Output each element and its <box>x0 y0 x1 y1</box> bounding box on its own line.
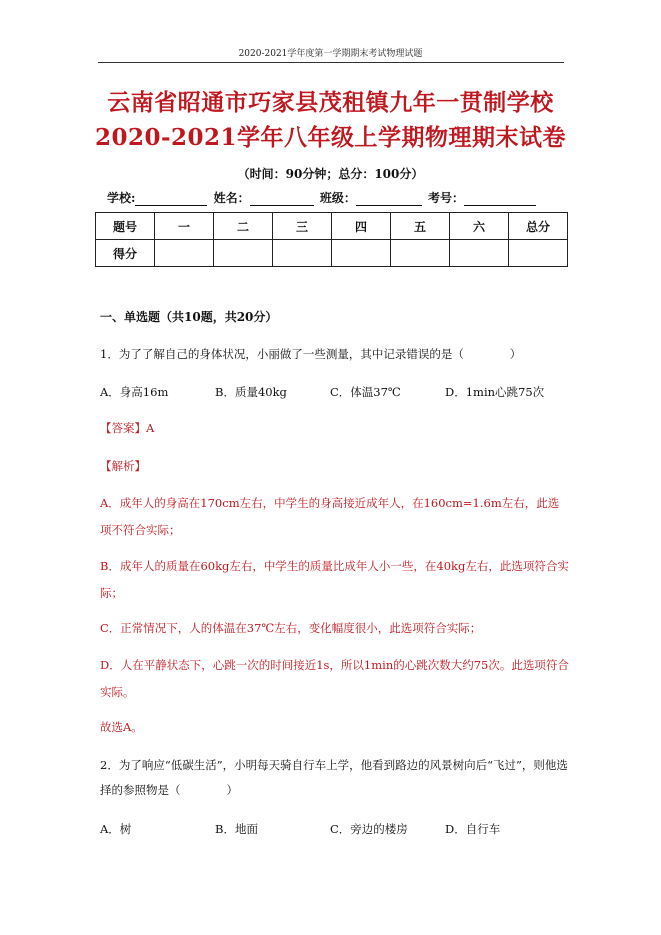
score-cell <box>450 240 509 267</box>
q2-option-c: C．旁边的楼房 <box>330 822 408 836</box>
q1-analysis-b: B．成年人的质量在60kg左右，中学生的质量比成年人小一些，在40kg左右，此选项符合实际； <box>100 559 569 600</box>
q2-option-a: A．树 <box>100 822 132 836</box>
class-label: 班级： <box>319 191 356 205</box>
score-table <box>95 212 568 267</box>
score-cell <box>509 240 568 267</box>
school-label: 学校: <box>107 191 136 205</box>
q1-option-c: C．体温37℃ <box>330 385 401 399</box>
document-title-line1: 云南省昭通市巧家县茂租镇九年一贯制学校 <box>107 89 554 116</box>
q1-analysis-c: C．正常情况下，人的体温在37℃左右，变化幅度很小，此选项符合实际； <box>100 621 482 635</box>
header-divider <box>98 62 564 63</box>
exam-id-label: 考号： <box>428 191 465 205</box>
q1-answer: 【答案】A <box>100 421 155 435</box>
score-table-score-row <box>96 240 568 267</box>
document-title-line2: 2020-2021学年八年级上学期物理期末试卷 <box>94 124 567 151</box>
name-blank <box>250 193 314 206</box>
score-cell <box>273 240 332 267</box>
student-info-line <box>107 189 538 206</box>
class-blank <box>356 193 422 206</box>
school-blank <box>135 193 207 206</box>
score-cell <box>155 240 214 267</box>
question-2-stem: 2．为了响应“低碳生活”，小明每天骑自行车上学，他看到路边的风景树向后“飞过”，则他选择的参照物是（ ） <box>100 758 568 797</box>
score-header-cell: 题号 <box>96 213 155 240</box>
exam-time-info: （时间：90分钟；总分：100分） <box>237 167 424 181</box>
exam-id-blank <box>464 193 536 206</box>
q1-analysis-a: A．成年人的身高在170cm左右，中学生的身高接近成年人，在160cm=1.6m左右，此选项不符合实际； <box>100 496 560 537</box>
section-title: 一、单选题（共10题，共20分） <box>100 310 278 324</box>
q1-option-a: A．身高16m <box>100 385 169 399</box>
score-header-cell: 三 <box>273 213 332 240</box>
question-1-stem: 1．为了了解自己的身体状况，小丽做了一些测量，其中记录错误的是（ ） <box>100 347 522 361</box>
score-header-cell: 四 <box>332 213 391 240</box>
page-header: 2020-2021学年度第一学期期末考试物理试题 <box>238 49 423 59</box>
score-header-cell: 二 <box>214 213 273 240</box>
q2-option-b: B．地面 <box>215 822 258 836</box>
score-header-cell: 六 <box>450 213 509 240</box>
q1-analysis-d: D．人在平静状态下，心跳一次的时间接近1s，所以1min的心跳次数大约75次。此选项符合实际。 <box>100 658 569 699</box>
q1-option-b: B．质量40kg <box>215 385 287 399</box>
score-cell <box>332 240 391 267</box>
score-header-cell: 五 <box>391 213 450 240</box>
score-cell <box>214 240 273 267</box>
q1-conclusion: 故选A。 <box>100 720 143 734</box>
score-cell <box>391 240 450 267</box>
score-row-label: 得分 <box>96 240 155 267</box>
q1-option-d: D．1min心跳75次 <box>445 385 545 399</box>
q2-option-d: D．自行车 <box>445 822 501 836</box>
score-header-cell: 一 <box>155 213 214 240</box>
score-header-cell: 总分 <box>509 213 568 240</box>
name-label: 姓名： <box>213 191 250 205</box>
q1-analysis-label: 【解析】 <box>100 459 146 473</box>
score-table-header-row <box>96 213 568 240</box>
